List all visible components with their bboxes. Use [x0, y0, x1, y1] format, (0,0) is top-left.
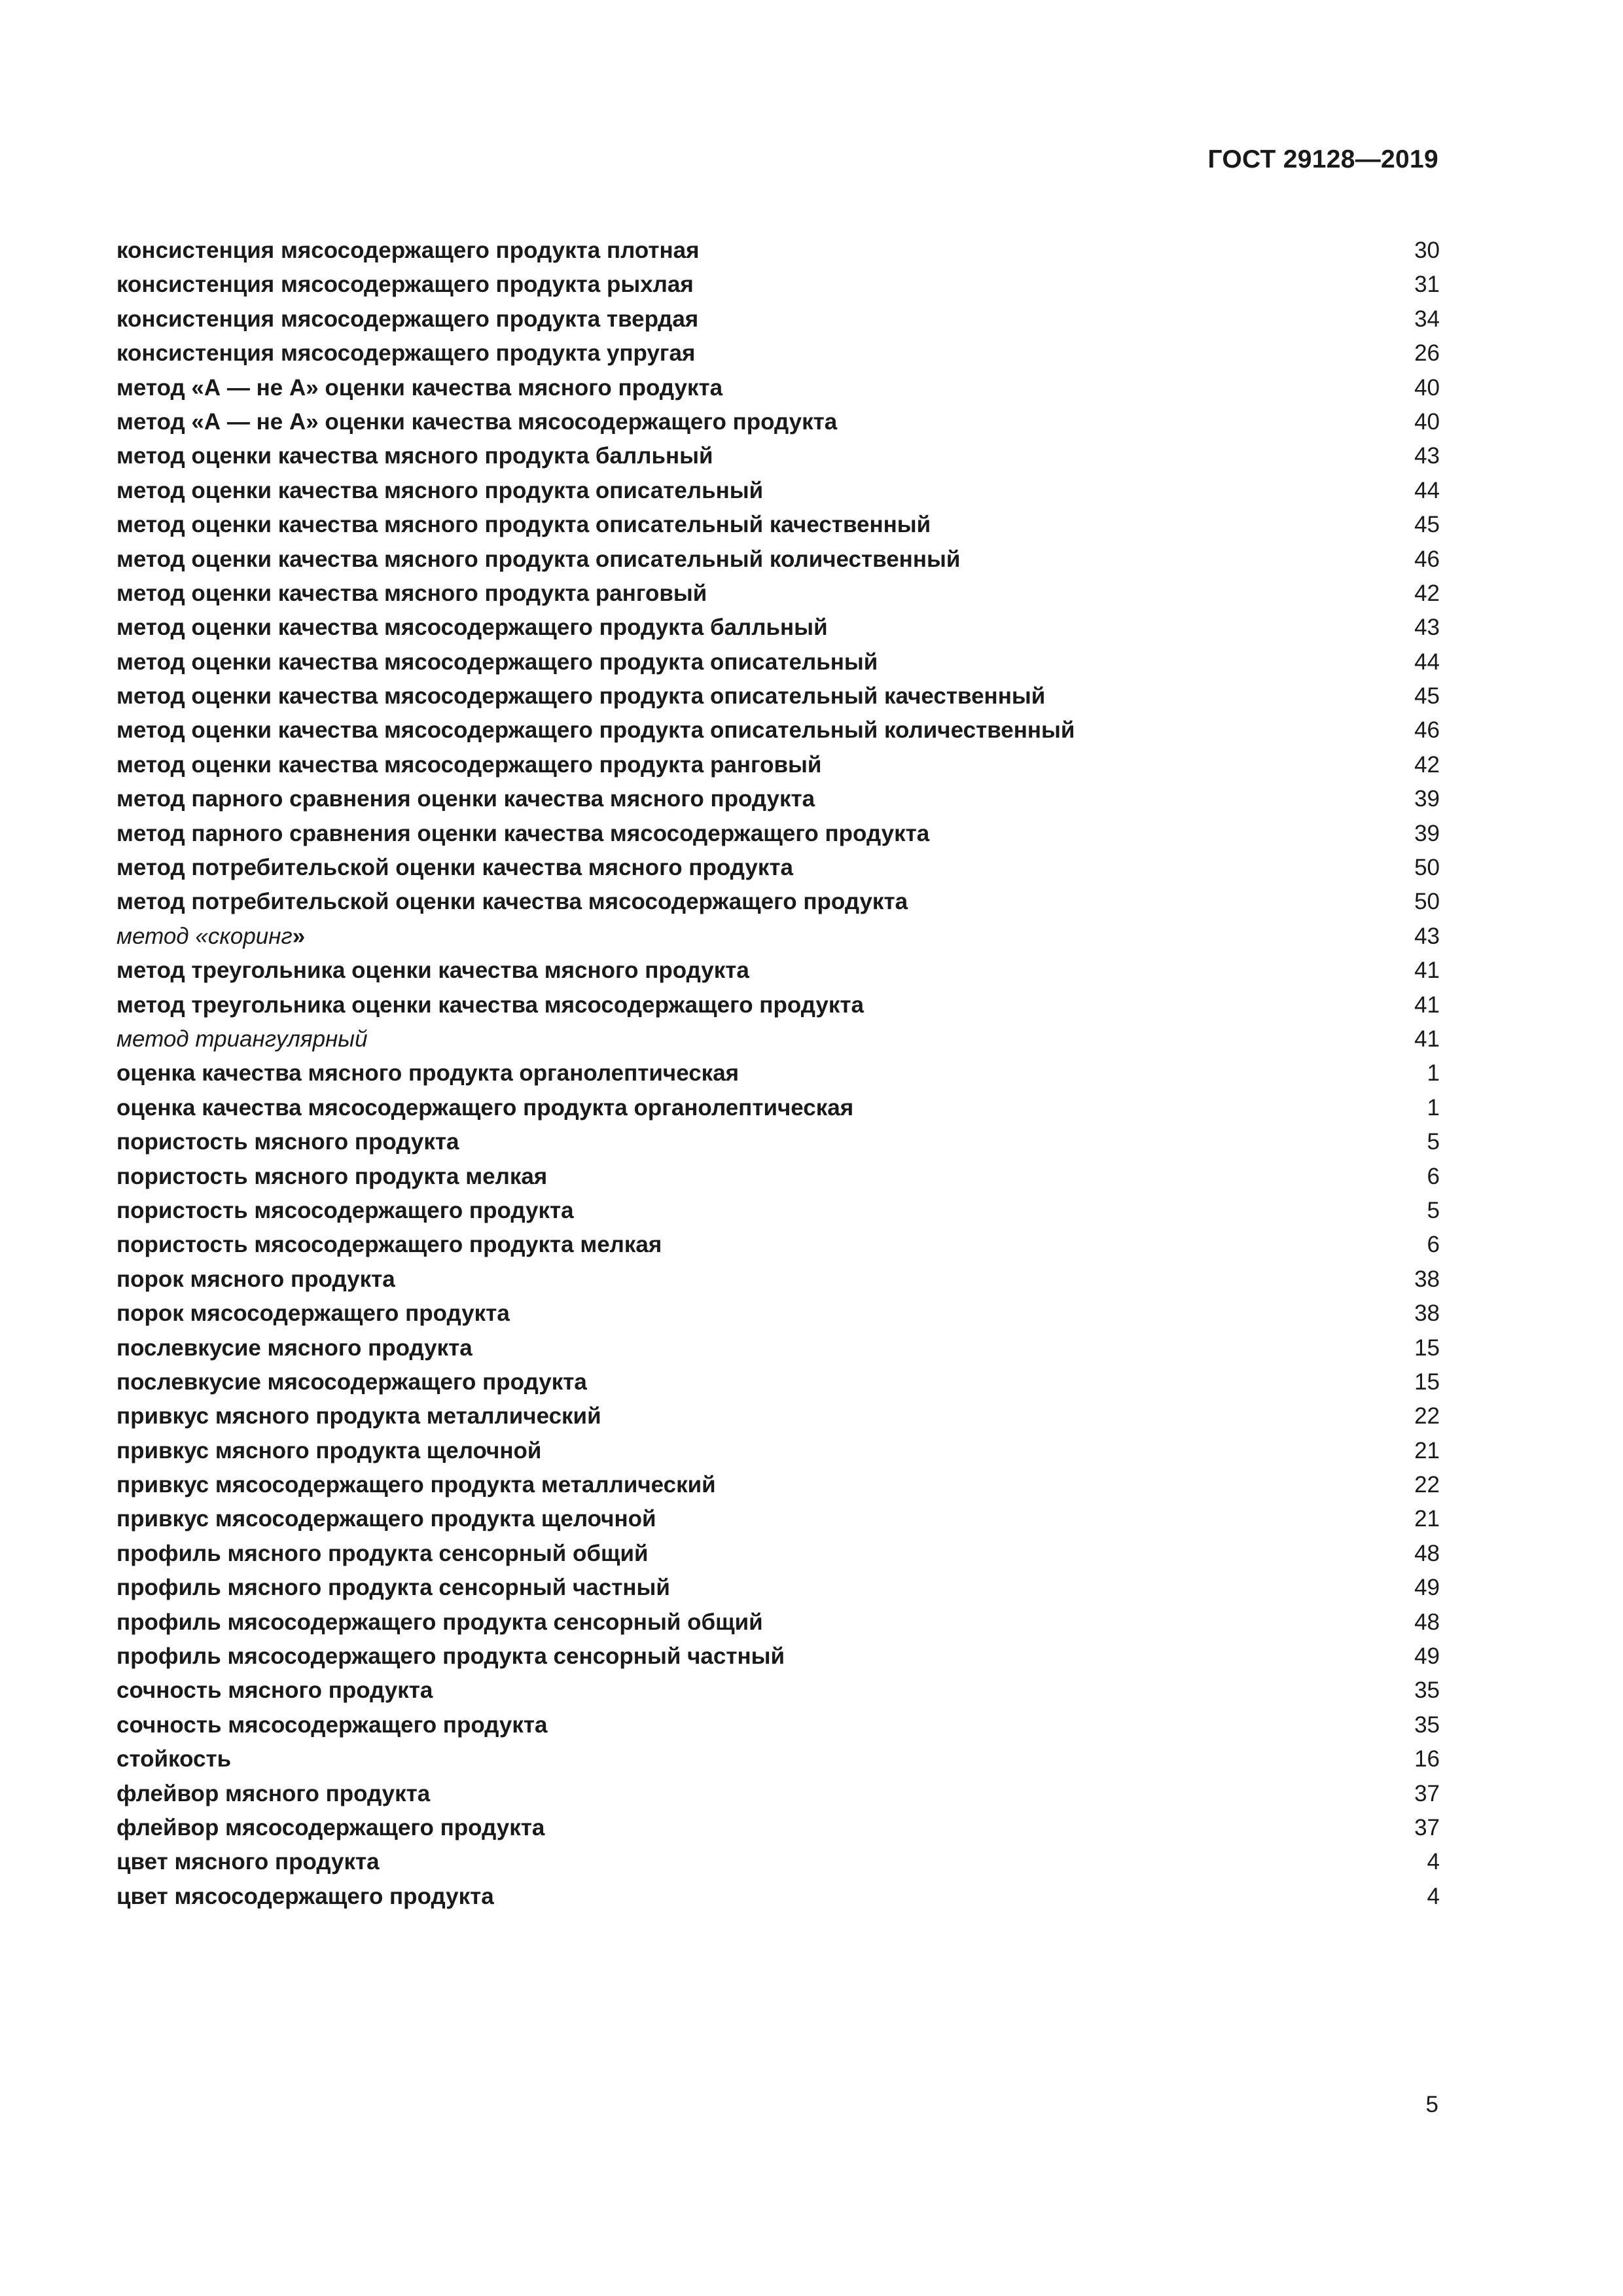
index-term — [116, 302, 698, 336]
index-term-text: пористость мясного продукта — [116, 1129, 459, 1155]
index-page-ref: 31 — [1414, 272, 1440, 298]
index-term-text: метод потребительской оценки качества мясного продукта — [116, 855, 793, 881]
index-entry — [116, 885, 1440, 919]
index-entry — [116, 1228, 1440, 1262]
index-page-ref: 1 — [1427, 1094, 1440, 1121]
index-term-text: метод оценки качества мясного продукта ранговый — [116, 580, 707, 606]
index-entry — [116, 1468, 1440, 1502]
index-entry — [116, 1263, 1440, 1297]
index-page-ref: 21 — [1414, 1506, 1440, 1532]
index-term-text: консистенция мясосодержащего продукта упругая — [116, 340, 696, 367]
index-entry — [116, 336, 1440, 370]
index-entry — [116, 611, 1440, 645]
index-page-ref: 1 — [1427, 1060, 1440, 1086]
index-term — [116, 782, 815, 816]
index-entry — [116, 748, 1440, 782]
index-page-ref: 50 — [1414, 855, 1440, 881]
index-term — [116, 1125, 459, 1159]
index-term-text: профиль мясосодержащего продукта сенсорный частный — [116, 1643, 785, 1670]
index-term-text: метод оценки качества мясного продукта описательный количественный — [116, 546, 961, 572]
index-term — [116, 1708, 547, 1742]
index-entry — [116, 1811, 1440, 1845]
index-term-text: консистенция мясосодержащего продукта твердая — [116, 306, 699, 332]
index-term — [116, 1845, 380, 1879]
index-term — [116, 336, 695, 370]
index-entry — [116, 782, 1440, 816]
index-page-ref: 50 — [1414, 889, 1440, 915]
index-page-ref: 38 — [1414, 1266, 1440, 1292]
index-term-text: метод оценки качества мясосодержащего продукта ранговый — [116, 751, 822, 778]
index-page-ref: 39 — [1414, 786, 1440, 812]
index-entry — [116, 1674, 1440, 1708]
index-term — [116, 988, 864, 1022]
index-page-ref: 45 — [1414, 683, 1440, 709]
index-term-text: цвет мясного продукта — [116, 1849, 380, 1875]
index-entry — [116, 508, 1440, 542]
index-page-ref: 41 — [1414, 1026, 1440, 1052]
index-term — [116, 508, 931, 542]
index-term-text: консистенция мясосодержащего продукта рыхлая — [116, 272, 694, 298]
index-term-text: профиль мясного продукта сенсорный общий — [116, 1540, 649, 1566]
index-term-text: метод триангулярный — [116, 1026, 368, 1052]
index-entry — [116, 679, 1440, 713]
index-term-text: метод парного сравнения оценки качества мясного продукта — [116, 786, 815, 812]
index-term-text: оценка качества мясосодержащего продукта органолептическая — [116, 1094, 854, 1121]
index-term — [116, 1777, 430, 1811]
index-page-ref: 15 — [1414, 1335, 1440, 1361]
index-term — [116, 920, 305, 954]
index-page-ref: 41 — [1414, 992, 1440, 1018]
index-entry — [116, 1399, 1440, 1433]
index-page-ref: 4 — [1427, 1849, 1440, 1875]
index-page-ref: 43 — [1414, 923, 1440, 949]
index-entry — [116, 1056, 1440, 1090]
index-entry — [116, 439, 1440, 473]
index-term-text: метод треугольника оценки качества мясного продукта — [116, 958, 749, 984]
index-term-text: флейвор мясного продукта — [116, 1780, 431, 1806]
index-page-ref: 16 — [1414, 1746, 1440, 1772]
index-entry — [116, 1605, 1440, 1640]
index-term-text: пористость мясного продукта мелкая — [116, 1163, 548, 1189]
index-entry — [116, 1297, 1440, 1331]
index-page-ref: 5 — [1427, 1129, 1440, 1155]
index-term — [116, 1434, 541, 1468]
index-term — [116, 1880, 494, 1914]
index-term — [116, 885, 908, 919]
alphabetical-index — [116, 234, 1440, 1914]
index-entry — [116, 1640, 1440, 1674]
index-term — [116, 371, 722, 405]
index-term — [116, 1022, 368, 1056]
index-term-text: привкус мясного продукта щелочной — [116, 1437, 542, 1463]
index-page-ref: 38 — [1414, 1300, 1440, 1327]
index-entry — [116, 713, 1440, 747]
index-page-ref: 21 — [1414, 1437, 1440, 1463]
index-page-ref: 22 — [1414, 1472, 1440, 1498]
index-entry — [116, 645, 1440, 679]
index-term — [116, 1742, 231, 1776]
index-entry — [116, 1091, 1440, 1125]
index-page-ref: 43 — [1414, 443, 1440, 469]
index-term-text: метод оценки качества мясосодержащего продукта описательный — [116, 649, 878, 675]
index-term-text: консистенция мясосодержащего продукта плотная — [116, 238, 700, 263]
index-term-text: порок мясосодержащего продукта — [116, 1300, 510, 1327]
index-entry — [116, 954, 1440, 988]
document-header: ГОСТ 29128—2019 — [1207, 145, 1438, 173]
index-page-ref: 46 — [1414, 717, 1440, 744]
index-page-ref: 6 — [1427, 1232, 1440, 1258]
index-entry — [116, 1331, 1440, 1365]
index-page-ref: 15 — [1414, 1369, 1440, 1395]
index-term-text: метод оценки качества мясного продукта описательный — [116, 477, 764, 503]
index-entry — [116, 1537, 1440, 1571]
index-entry — [116, 1022, 1440, 1056]
index-page-ref: 42 — [1414, 580, 1440, 606]
index-term-text: флейвор мясосодержащего продукта — [116, 1814, 545, 1840]
index-page-ref: 48 — [1414, 1540, 1440, 1566]
index-page-ref: 4 — [1427, 1883, 1440, 1909]
index-term — [116, 1537, 649, 1571]
index-term-text: метод «А — не А» оценки качества мясосодержащего продукта — [116, 408, 838, 435]
index-term — [116, 1640, 785, 1674]
index-page-ref: 6 — [1427, 1163, 1440, 1189]
index-page-ref: 35 — [1414, 1712, 1440, 1738]
index-term-text: метод оценки качества мясного продукта балльный — [116, 443, 713, 469]
index-term — [116, 1263, 395, 1297]
index-term — [116, 439, 713, 473]
index-page-ref: 39 — [1414, 820, 1440, 846]
index-page-ref: 22 — [1414, 1403, 1440, 1429]
index-entry — [116, 851, 1440, 885]
index-term-text: сочность мясосодержащего продукта — [116, 1712, 548, 1738]
index-entry — [116, 302, 1440, 336]
index-page-ref: 26 — [1414, 340, 1440, 367]
index-term — [116, 1811, 544, 1845]
index-term — [116, 1605, 763, 1640]
index-term — [116, 577, 707, 611]
index-term-text: метод оценки качества мясосодержащего продукта описательный количественный — [116, 717, 1075, 744]
index-entry — [116, 1742, 1440, 1776]
index-page-ref: 34 — [1414, 306, 1440, 332]
index-term-text: пористость мясосодержащего продукта — [116, 1197, 574, 1223]
index-page-ref: 41 — [1414, 958, 1440, 984]
index-term — [116, 611, 828, 645]
index-term-text: привкус мясосодержащего продукта щелочной — [116, 1506, 656, 1532]
index-page-ref: 45 — [1414, 512, 1440, 538]
index-term — [116, 1399, 601, 1433]
index-term-text: пористость мясосодержащего продукта мелкая — [116, 1232, 662, 1258]
index-term — [116, 1228, 662, 1262]
index-term-text: цвет мясосодержащего продукта — [116, 1883, 494, 1909]
index-term — [116, 405, 837, 439]
index-term — [116, 1331, 473, 1365]
index-term-text: оценка качества мясного продукта органолептическая — [116, 1060, 740, 1086]
index-page-ref: 48 — [1414, 1609, 1440, 1635]
index-page-ref: 40 — [1414, 374, 1440, 401]
index-term — [116, 1502, 656, 1536]
index-entry — [116, 1571, 1440, 1605]
index-page-ref: 44 — [1414, 477, 1440, 503]
index-page-ref: 40 — [1414, 408, 1440, 435]
index-page-ref: 35 — [1414, 1677, 1440, 1704]
index-entry — [116, 268, 1440, 302]
index-term — [116, 817, 929, 851]
index-term-text: стойкость — [116, 1746, 232, 1772]
index-entry — [116, 234, 1440, 268]
index-page-ref: 46 — [1414, 546, 1440, 572]
index-page-ref: 5 — [1427, 1197, 1440, 1223]
index-entry — [116, 920, 1440, 954]
index-term-text: профиль мясосодержащего продукта сенсорный общий — [116, 1609, 763, 1635]
index-term-text: метод «скоринг — [116, 923, 293, 949]
index-term — [116, 543, 960, 577]
index-page-ref: 49 — [1414, 1643, 1440, 1670]
index-term-text: порок мясного продукта — [116, 1266, 395, 1292]
index-page-ref: 37 — [1414, 1814, 1440, 1840]
index-entry — [116, 1434, 1440, 1468]
index-term — [116, 679, 1045, 713]
index-term — [116, 474, 763, 508]
index-entry — [116, 1194, 1440, 1228]
index-entry — [116, 371, 1440, 405]
index-page-ref: 37 — [1414, 1780, 1440, 1806]
index-term — [116, 1297, 510, 1331]
index-term-text: послевкусие мясного продукта — [116, 1335, 473, 1361]
index-term-text: метод парного сравнения оценки качества мясосодержащего продукта — [116, 820, 930, 846]
index-page-ref: 30 — [1414, 238, 1440, 263]
index-page-ref: 44 — [1414, 649, 1440, 675]
index-term-text: профиль мясного продукта сенсорный частный — [116, 1575, 670, 1601]
index-entry — [116, 543, 1440, 577]
index-term — [116, 234, 700, 268]
index-entry — [116, 474, 1440, 508]
index-term-text: метод оценки качества мясного продукта описательный качественный — [116, 512, 931, 538]
index-entry — [116, 405, 1440, 439]
index-entry — [116, 1880, 1440, 1914]
index-term-tail: » — [292, 923, 306, 949]
index-entry — [116, 1845, 1440, 1879]
index-entry — [116, 1708, 1440, 1742]
index-entry — [116, 1502, 1440, 1536]
index-term-text: метод треугольника оценки качества мясосодержащего продукта — [116, 992, 864, 1018]
index-page-ref: 49 — [1414, 1575, 1440, 1601]
index-term — [116, 1160, 547, 1194]
index-term — [116, 1674, 433, 1708]
index-entry — [116, 1777, 1440, 1811]
index-page-ref: 43 — [1414, 615, 1440, 641]
index-term — [116, 954, 749, 988]
index-term — [116, 1091, 853, 1125]
index-term — [116, 1056, 739, 1090]
index-term-text: сочность мясного продукта — [116, 1677, 433, 1704]
index-entry — [116, 577, 1440, 611]
index-term — [116, 748, 821, 782]
page-number: 5 — [1425, 2092, 1438, 2117]
index-entry — [116, 817, 1440, 851]
index-term — [116, 1468, 716, 1502]
index-term — [116, 1571, 670, 1605]
index-term — [116, 1194, 574, 1228]
index-entry — [116, 1365, 1440, 1399]
index-term-text: метод оценки качества мясосодержащего продукта описательный качественный — [116, 683, 1046, 709]
index-term-text: метод оценки качества мясосодержащего продукта балльный — [116, 615, 828, 641]
index-term — [116, 713, 1075, 747]
index-term — [116, 851, 793, 885]
index-term — [116, 1365, 587, 1399]
index-term-text: привкус мясного продукта металлический — [116, 1403, 601, 1429]
index-term-text: метод потребительской оценки качества мясосодержащего продукта — [116, 889, 908, 915]
index-term-text: метод «А — не А» оценки качества мясного продукта — [116, 374, 723, 401]
index-term-text: послевкусие мясосодержащего продукта — [116, 1369, 587, 1395]
index-term — [116, 645, 878, 679]
index-page-ref: 42 — [1414, 751, 1440, 778]
index-entry — [116, 1125, 1440, 1159]
index-entry — [116, 988, 1440, 1022]
index-term — [116, 268, 694, 302]
index-entry — [116, 1160, 1440, 1194]
index-term-text: привкус мясосодержащего продукта металлический — [116, 1472, 716, 1498]
